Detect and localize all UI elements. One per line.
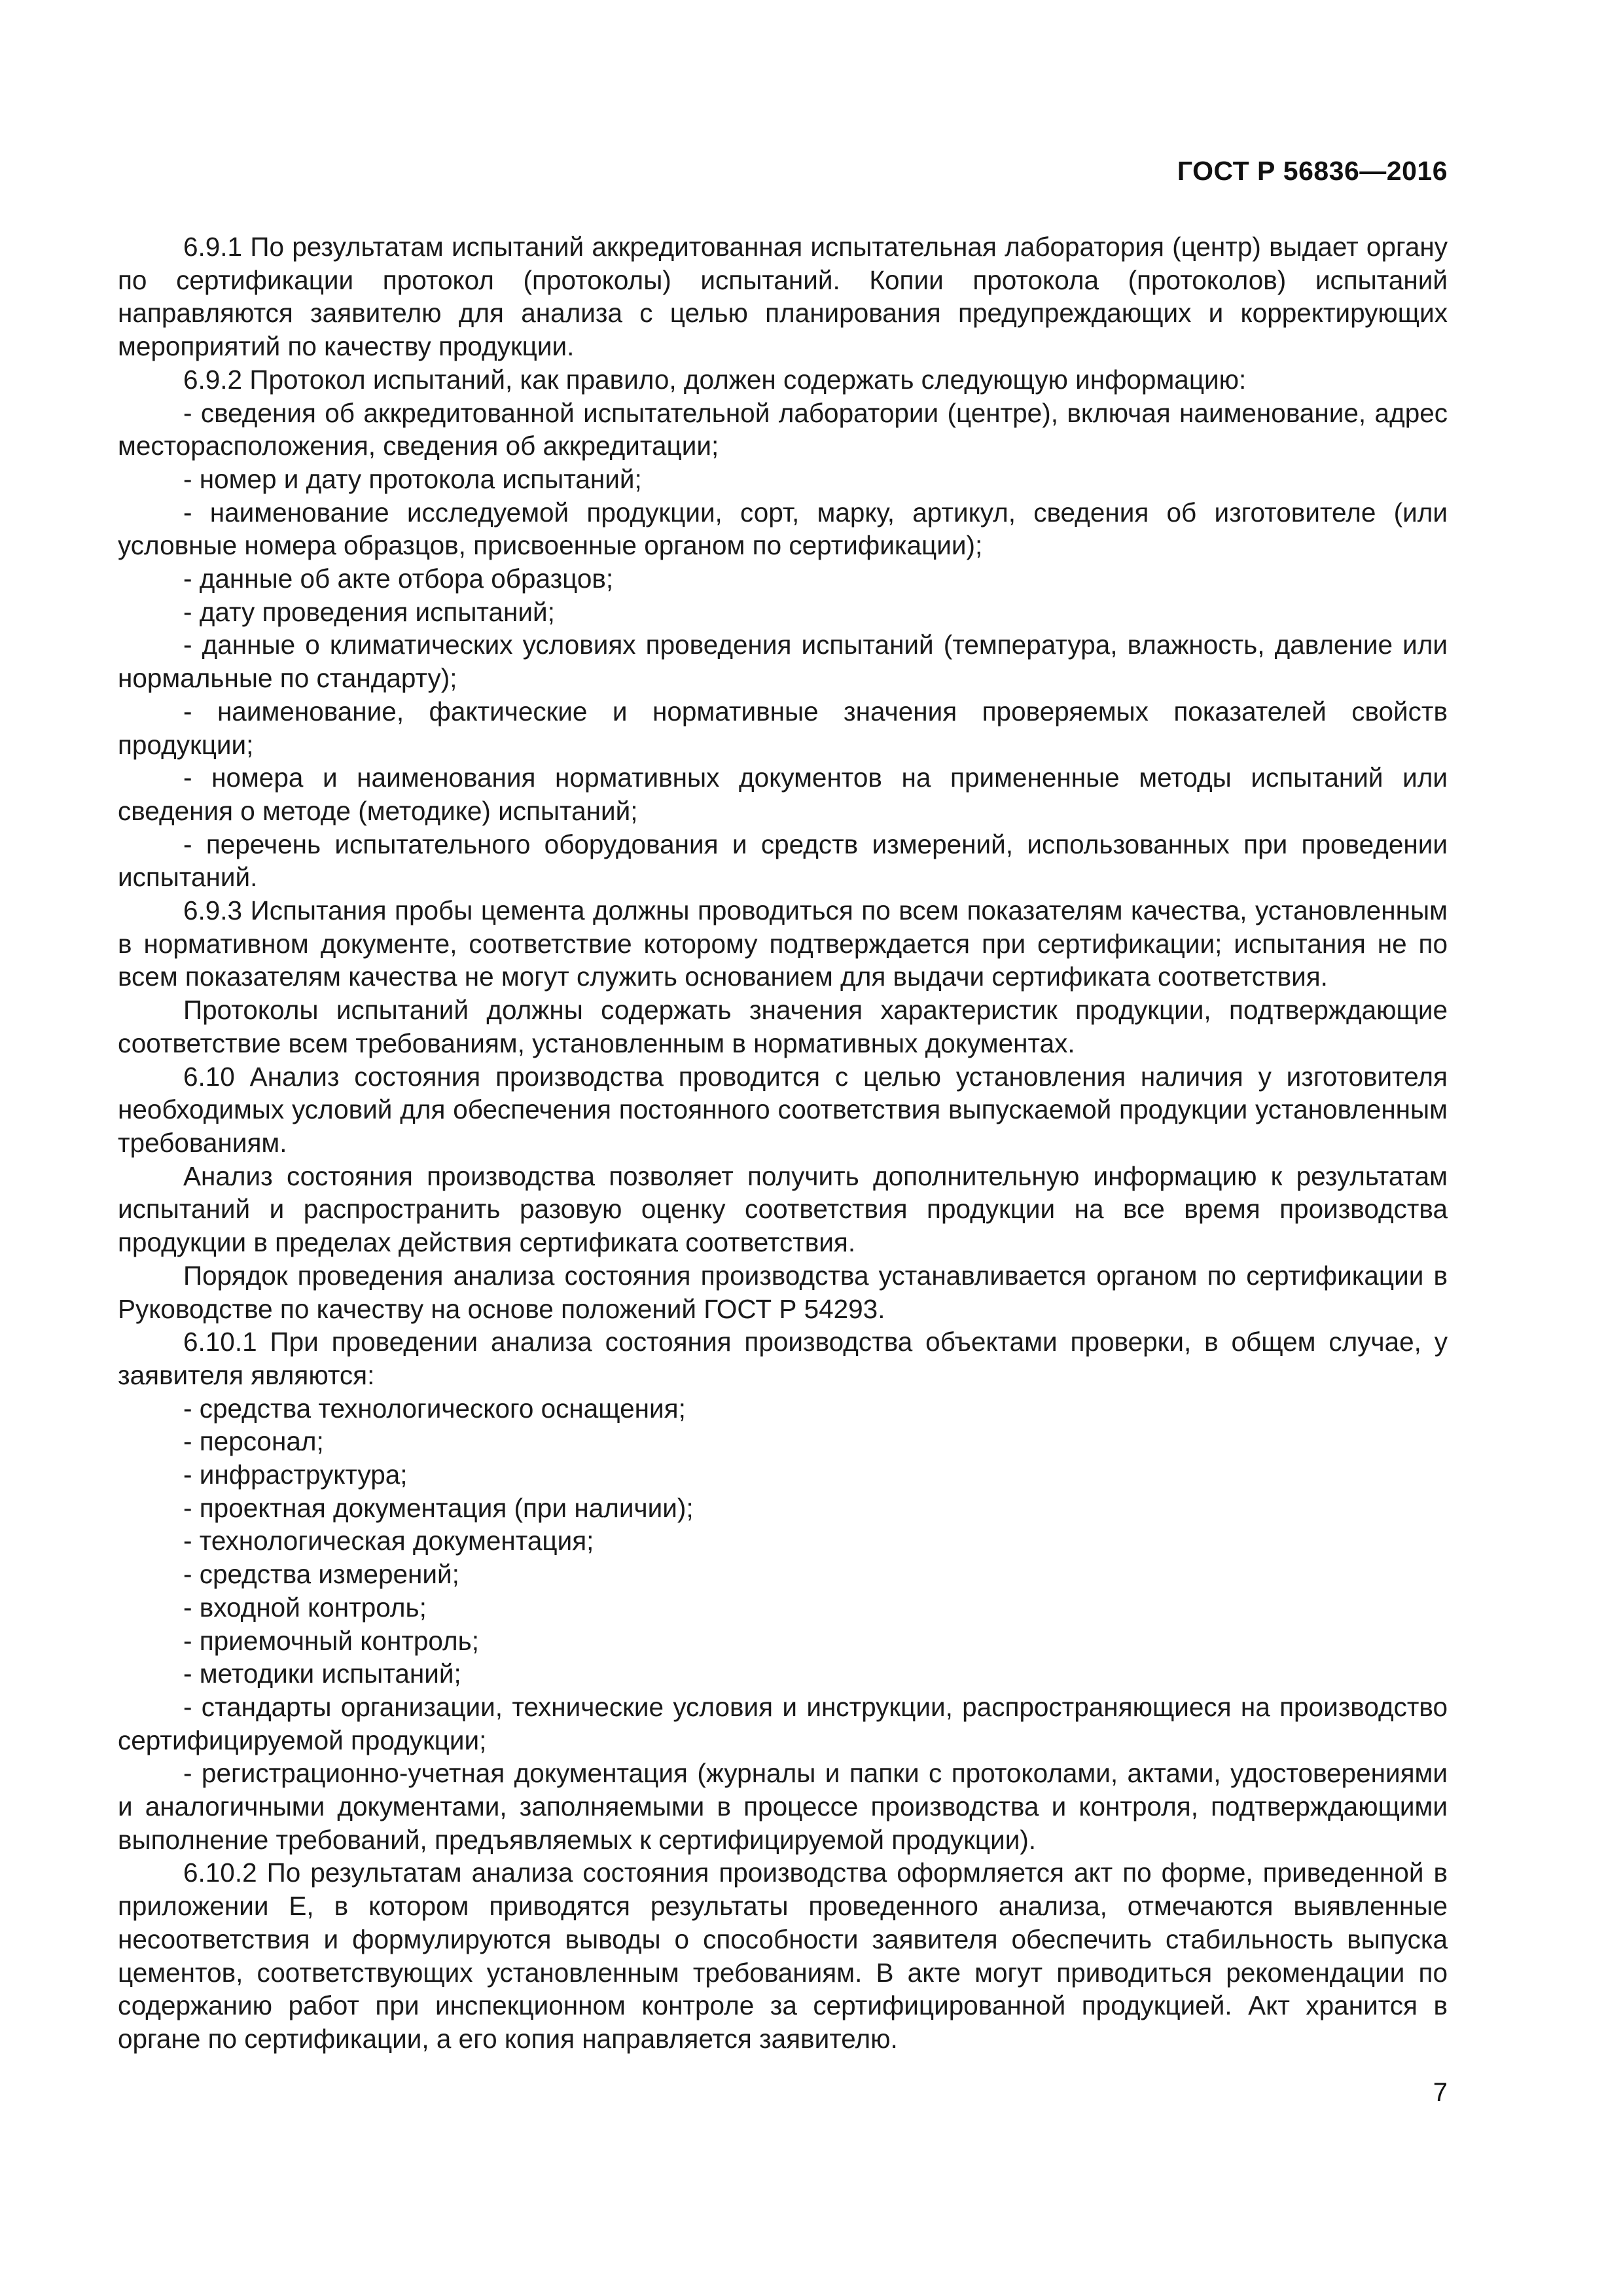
paragraph-6-9-1: 6.9.1 По результатам испытаний аккредитованная испытательная лаборатория (центр) выдает органу по сертификации протокол (протоколы) испытаний. Копии протокола (протоколов) испытаний направляются заявителю для анализа с целью планирования предупреждающих и корректирующих мероприятий по качеству продукции. [118, 232, 1448, 362]
list-item: - дату проведения испытаний; [183, 596, 555, 627]
list-item: - перечень испытательного оборудования и средств измерений, использованных при проведении испытаний. [118, 829, 1448, 893]
list-item: - приемочный контроль; [183, 1625, 480, 1656]
list-item: - средства измерений; [183, 1559, 459, 1590]
list-item: - проектная документация (при наличии); [183, 1492, 694, 1523]
list-item: - сведения об аккредитованной испытательной лаборатории (центре), включая наименование, адрес месторасположения, сведения об аккредитации; [118, 397, 1448, 461]
document-code-header: ГОСТ Р 56836—2016 [1177, 156, 1448, 186]
list-item: - инфраструктура; [183, 1460, 408, 1490]
paragraph-6-10: 6.10 Анализ состояния производства проводится с целью установления наличия у изготовителя необходимых условий для обеспечения постоянного соответствия выпускаемой продукции установленным требованиям. [118, 1061, 1448, 1158]
list-item: - входной контроль; [183, 1592, 427, 1623]
list-item: - методики испытаний; [183, 1659, 461, 1689]
list-item: - стандарты организации, технические условия и инструкции, распространяющиеся на производство сертифицируемой продукции; [118, 1691, 1448, 1755]
list-item: - средства технологического оснащения; [183, 1393, 686, 1424]
list-item: - номера и наименования нормативных документов на примененные методы испытаний или сведения о методе (методике) испытаний; [118, 762, 1448, 826]
list-item: - номер и дату протокола испытаний; [183, 463, 642, 494]
paragraph-6-9-3: 6.9.3 Испытания пробы цемента должны проводиться по всем показателям качества, установленным в нормативном документе, соответствие которому подтверждается при сертификации; испытания не по всем показателям качества не могут служить основанием для выдачи сертификата соответствия. [118, 895, 1448, 992]
list-item: - данные о климатических условиях проведения испытаний (температура, влажность, давление или нормальные по стандарту); [118, 630, 1448, 694]
paragraph: Порядок проведения анализа состояния производства устанавливается органом по сертификации в Руководстве по качеству на основе положений ГОСТ Р 54293. [118, 1260, 1448, 1324]
list-item: - технологическая документация; [183, 1526, 594, 1556]
paragraph-6-9-2: 6.9.2 Протокол испытаний, как правило, должен содержать следующую информацию: [183, 364, 1247, 395]
paragraph-6-10-1: 6.10.1 При проведении анализа состояния производства объектами проверки, в общем случае, у заявителя являются: [118, 1327, 1448, 1390]
list-item: - регистрационно-учетная документация (журналы и папки с протоколами, актами, удостоверениями и аналогичными документами, заполняемыми в процессе производства и контроля, подтверждающими выполнение требований, предъявляемых к сертифицируемой продукции). [118, 1758, 1448, 1855]
list-item: - данные об акте отбора образцов; [183, 564, 614, 594]
paragraph-6-10-2: 6.10.2 По результатам анализа состояния производства оформляется акт по форме, приведенной в приложении Е, в котором приводятся результаты проведенного анализа, отмечаются выявленные несоответствия и формулируются выводы о способности заявителя обеспечить стабильность выпуска цементов, соответствующих установленным требованиям. В акте могут приводиться рекомендации по содержанию работ при инспекционном контроле за сертифицированной продукцией. Акт хранится в органе по сертификации, а его копия направляется заявителю. [118, 1857, 1448, 2054]
paragraph: Протоколы испытаний должны содержать значения характеристик продукции, подтверждающие соответствие всем требованиям, установленным в нормативных документах. [118, 995, 1448, 1058]
list-item: - наименование исследуемой продукции, сорт, марку, артикул, сведения об изготовителе (или условные номера образцов, присвоенные органом по сертификации); [118, 497, 1448, 561]
document-body [118, 230, 1448, 2056]
page-number: 7 [1433, 2078, 1448, 2107]
paragraph: Анализ состояния производства позволяет получить дополнительную информацию к результатам испытаний и распространить разовую оценку соответствия продукции на все время производства продукции в пределах действия сертификата соответствия. [118, 1160, 1448, 1258]
list-item: - персонал; [183, 1426, 324, 1457]
list-item: - наименование, фактические и нормативные значения проверяемых показателей свойств продукции; [118, 696, 1448, 760]
